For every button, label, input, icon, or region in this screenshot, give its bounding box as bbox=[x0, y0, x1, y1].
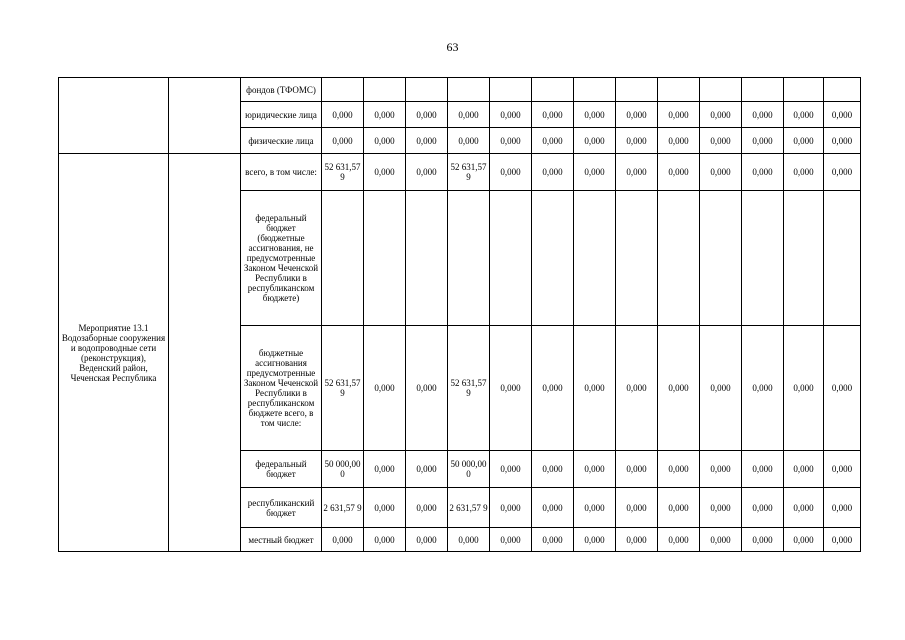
value-cell: 0,000 bbox=[322, 128, 364, 154]
value-cell: 0,000 bbox=[490, 488, 532, 528]
value-cell: 0,000 bbox=[574, 528, 616, 552]
value-cell: 0,000 bbox=[616, 154, 658, 191]
value-cell: 0,000 bbox=[616, 102, 658, 128]
value-cell bbox=[700, 191, 742, 326]
value-cell: 0,000 bbox=[742, 128, 784, 154]
value-cell: 0,000 bbox=[406, 488, 448, 528]
value-cell: 0,000 bbox=[700, 154, 742, 191]
value-cell: 0,000 bbox=[784, 128, 824, 154]
value-cell: 0,000 bbox=[490, 326, 532, 451]
value-cell: 0,000 bbox=[532, 488, 574, 528]
value-cell: 0,000 bbox=[490, 451, 532, 488]
value-cell bbox=[448, 78, 490, 102]
value-cell: 0,000 bbox=[824, 128, 861, 154]
value-cell: 2 631,57 9 bbox=[322, 488, 364, 528]
value-cell: 0,000 bbox=[824, 154, 861, 191]
value-cell: 0,000 bbox=[406, 154, 448, 191]
table-row bbox=[59, 154, 861, 191]
value-cell: 50 000,00 0 bbox=[448, 451, 490, 488]
value-cell: 0,000 bbox=[574, 128, 616, 154]
value-cell: 0,000 bbox=[364, 326, 406, 451]
value-cell bbox=[742, 191, 784, 326]
row-label: бюджетные ассигнования предусмотренные Законом Чеченской Республики в республиканском бюджете всего, в том числе: bbox=[241, 326, 322, 451]
value-cell: 0,000 bbox=[574, 154, 616, 191]
value-cell: 0,000 bbox=[406, 528, 448, 552]
value-cell bbox=[616, 78, 658, 102]
value-cell: 0,000 bbox=[448, 128, 490, 154]
value-cell: 0,000 bbox=[532, 528, 574, 552]
value-cell: 0,000 bbox=[364, 488, 406, 528]
value-cell: 0,000 bbox=[658, 154, 700, 191]
value-cell: 0,000 bbox=[322, 528, 364, 552]
value-cell: 0,000 bbox=[742, 451, 784, 488]
value-cell: 0,000 bbox=[448, 102, 490, 128]
row-label: физические лица bbox=[241, 128, 322, 154]
value-cell: 50 000,00 0 bbox=[322, 451, 364, 488]
value-cell: 0,000 bbox=[700, 488, 742, 528]
value-cell bbox=[490, 191, 532, 326]
value-cell bbox=[658, 78, 700, 102]
value-cell: 0,000 bbox=[784, 102, 824, 128]
value-cell: 0,000 bbox=[658, 326, 700, 451]
value-cell: 0,000 bbox=[824, 528, 861, 552]
value-cell: 0,000 bbox=[406, 128, 448, 154]
measure-name-cell: Мероприятие 13.1 Водозаборные сооружения и водопроводные сети (реконструкция), Веденский район, Чеченская Республика bbox=[59, 154, 169, 552]
value-cell bbox=[364, 191, 406, 326]
value-cell bbox=[532, 191, 574, 326]
value-cell: 0,000 bbox=[322, 102, 364, 128]
value-cell: 0,000 bbox=[532, 154, 574, 191]
value-cell: 52 631,57 9 bbox=[322, 326, 364, 451]
value-cell bbox=[406, 191, 448, 326]
value-cell: 0,000 bbox=[824, 326, 861, 451]
value-cell: 0,000 bbox=[490, 528, 532, 552]
value-cell: 0,000 bbox=[532, 102, 574, 128]
row-label: федеральный бюджет bbox=[241, 451, 322, 488]
value-cell: 0,000 bbox=[406, 326, 448, 451]
value-cell bbox=[532, 78, 574, 102]
value-cell: 0,000 bbox=[658, 102, 700, 128]
value-cell: 0,000 bbox=[742, 326, 784, 451]
value-cell bbox=[784, 191, 824, 326]
value-cell: 0,000 bbox=[700, 528, 742, 552]
value-cell: 0,000 bbox=[658, 128, 700, 154]
value-cell: 0,000 bbox=[364, 128, 406, 154]
row-label: фондов (ТФОМС) bbox=[241, 78, 322, 102]
value-cell: 0,000 bbox=[364, 451, 406, 488]
budget-table bbox=[58, 77, 861, 552]
value-cell bbox=[784, 78, 824, 102]
table-row bbox=[59, 78, 861, 102]
value-cell: 0,000 bbox=[364, 102, 406, 128]
value-cell: 0,000 bbox=[616, 451, 658, 488]
responsible-cell bbox=[169, 154, 241, 552]
value-cell: 0,000 bbox=[616, 326, 658, 451]
value-cell: 0,000 bbox=[406, 102, 448, 128]
value-cell: 0,000 bbox=[574, 102, 616, 128]
value-cell: 0,000 bbox=[490, 128, 532, 154]
value-cell: 0,000 bbox=[784, 528, 824, 552]
value-cell: 0,000 bbox=[784, 154, 824, 191]
value-cell: 0,000 bbox=[700, 451, 742, 488]
value-cell bbox=[574, 191, 616, 326]
value-cell: 0,000 bbox=[406, 451, 448, 488]
row-label: всего, в том числе: bbox=[241, 154, 322, 191]
value-cell: 2 631,57 9 bbox=[448, 488, 490, 528]
value-cell: 0,000 bbox=[658, 528, 700, 552]
value-cell: 0,000 bbox=[700, 102, 742, 128]
value-cell bbox=[824, 191, 861, 326]
value-cell: 0,000 bbox=[490, 154, 532, 191]
value-cell: 0,000 bbox=[784, 326, 824, 451]
value-cell: 0,000 bbox=[448, 528, 490, 552]
value-cell: 0,000 bbox=[574, 488, 616, 528]
value-cell bbox=[406, 78, 448, 102]
row-label: республиканский бюджет bbox=[241, 488, 322, 528]
value-cell: 0,000 bbox=[364, 528, 406, 552]
value-cell bbox=[322, 78, 364, 102]
value-cell: 0,000 bbox=[784, 451, 824, 488]
row-label: юридические лица bbox=[241, 102, 322, 128]
value-cell: 0,000 bbox=[700, 128, 742, 154]
measure-cell-previous bbox=[59, 78, 169, 154]
page-number: 63 bbox=[446, 40, 459, 54]
value-cell bbox=[364, 78, 406, 102]
value-cell: 52 631,57 9 bbox=[448, 154, 490, 191]
value-cell: 0,000 bbox=[532, 451, 574, 488]
row-label: федеральный бюджет (бюджетные ассигнования, не предусмотренные Законом Чеченской Республики в республиканском бюджете) bbox=[241, 191, 322, 326]
value-cell: 0,000 bbox=[532, 128, 574, 154]
value-cell: 0,000 bbox=[742, 528, 784, 552]
value-cell: 0,000 bbox=[616, 528, 658, 552]
value-cell bbox=[490, 78, 532, 102]
value-cell: 0,000 bbox=[784, 488, 824, 528]
value-cell bbox=[742, 78, 784, 102]
value-cell bbox=[658, 191, 700, 326]
value-cell: 0,000 bbox=[824, 451, 861, 488]
value-cell: 0,000 bbox=[742, 102, 784, 128]
value-cell bbox=[574, 78, 616, 102]
value-cell: 0,000 bbox=[742, 488, 784, 528]
value-cell: 0,000 bbox=[742, 154, 784, 191]
value-cell: 0,000 bbox=[658, 451, 700, 488]
value-cell: 0,000 bbox=[616, 488, 658, 528]
value-cell bbox=[616, 191, 658, 326]
row-label: местный бюджет bbox=[241, 528, 322, 552]
value-cell bbox=[322, 191, 364, 326]
value-cell: 52 631,57 9 bbox=[448, 326, 490, 451]
responsible-cell-previous bbox=[169, 78, 241, 154]
value-cell: 0,000 bbox=[616, 128, 658, 154]
value-cell bbox=[448, 191, 490, 326]
value-cell: 0,000 bbox=[532, 326, 574, 451]
value-cell: 0,000 bbox=[658, 488, 700, 528]
value-cell: 0,000 bbox=[574, 451, 616, 488]
value-cell: 0,000 bbox=[824, 102, 861, 128]
value-cell: 0,000 bbox=[824, 488, 861, 528]
value-cell bbox=[824, 78, 861, 102]
value-cell: 0,000 bbox=[490, 102, 532, 128]
value-cell: 52 631,57 9 bbox=[322, 154, 364, 191]
value-cell: 0,000 bbox=[574, 326, 616, 451]
value-cell: 0,000 bbox=[364, 154, 406, 191]
value-cell bbox=[700, 78, 742, 102]
value-cell: 0,000 bbox=[700, 326, 742, 451]
